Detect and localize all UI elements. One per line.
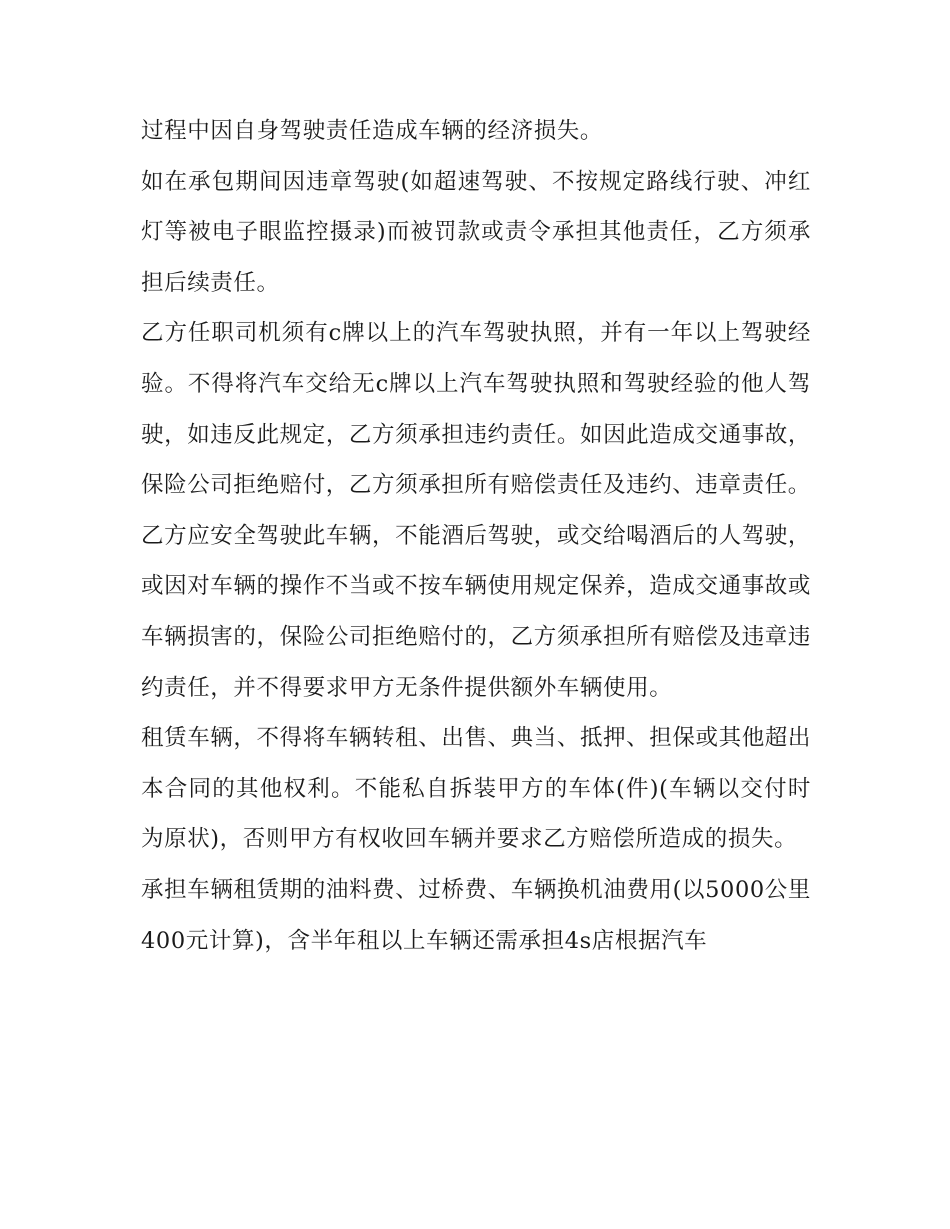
paragraph-4: 乙方应安全驾驶此车辆，不能酒后驾驶，或交给喝酒后的人驾驶，或因对车辆的操作不当或不按车辆使用规定保养，造成交通事故或车辆损害的，保险公司拒绝赔付的，乙方须承担所有赔偿及违章违约责任，并不得要求甲方无条件提供额外车辆使用。 <box>141 522 811 701</box>
paragraph-2: 如在承包期间因违章驾驶(如超速驾驶、不按规定路线行驶、冲红灯等被电子眼监控摄录)而被罚款或责令承担其他责任，乙方须承担后续责任。 <box>141 168 811 296</box>
paragraph-6: 承担车辆租赁期的油料费、过桥费、车辆换机油费用(以5000公里400元计算)，含半年租以上车辆还需承担4s店根据汽车 <box>141 876 811 954</box>
document-body <box>141 106 811 966</box>
paragraph-1: 过程中因自身驾驶责任造成车辆的经济损失。 <box>141 118 604 144</box>
paragraph-5: 租赁车辆，不得将车辆转租、出售、典当、抵押、担保或其他超出本合同的其他权利。不能私自拆装甲方的车体(件)(车辆以交付时为原状)，否则甲方有权收回车辆并要求乙方赔偿所造成的损失。 <box>141 725 811 853</box>
paragraph-3: 乙方任职司机须有c牌以上的汽车驾驶执照，并有一年以上驾驶经验。不得将汽车交给无c牌以上汽车驾驶执照和驾驶经验的他人驾驶，如违反此规定，乙方须承担违约责任。如因此造成交通事故，保险公司拒绝赔付，乙方须承担所有赔偿责任及违约、违章责任。 <box>141 320 811 499</box>
